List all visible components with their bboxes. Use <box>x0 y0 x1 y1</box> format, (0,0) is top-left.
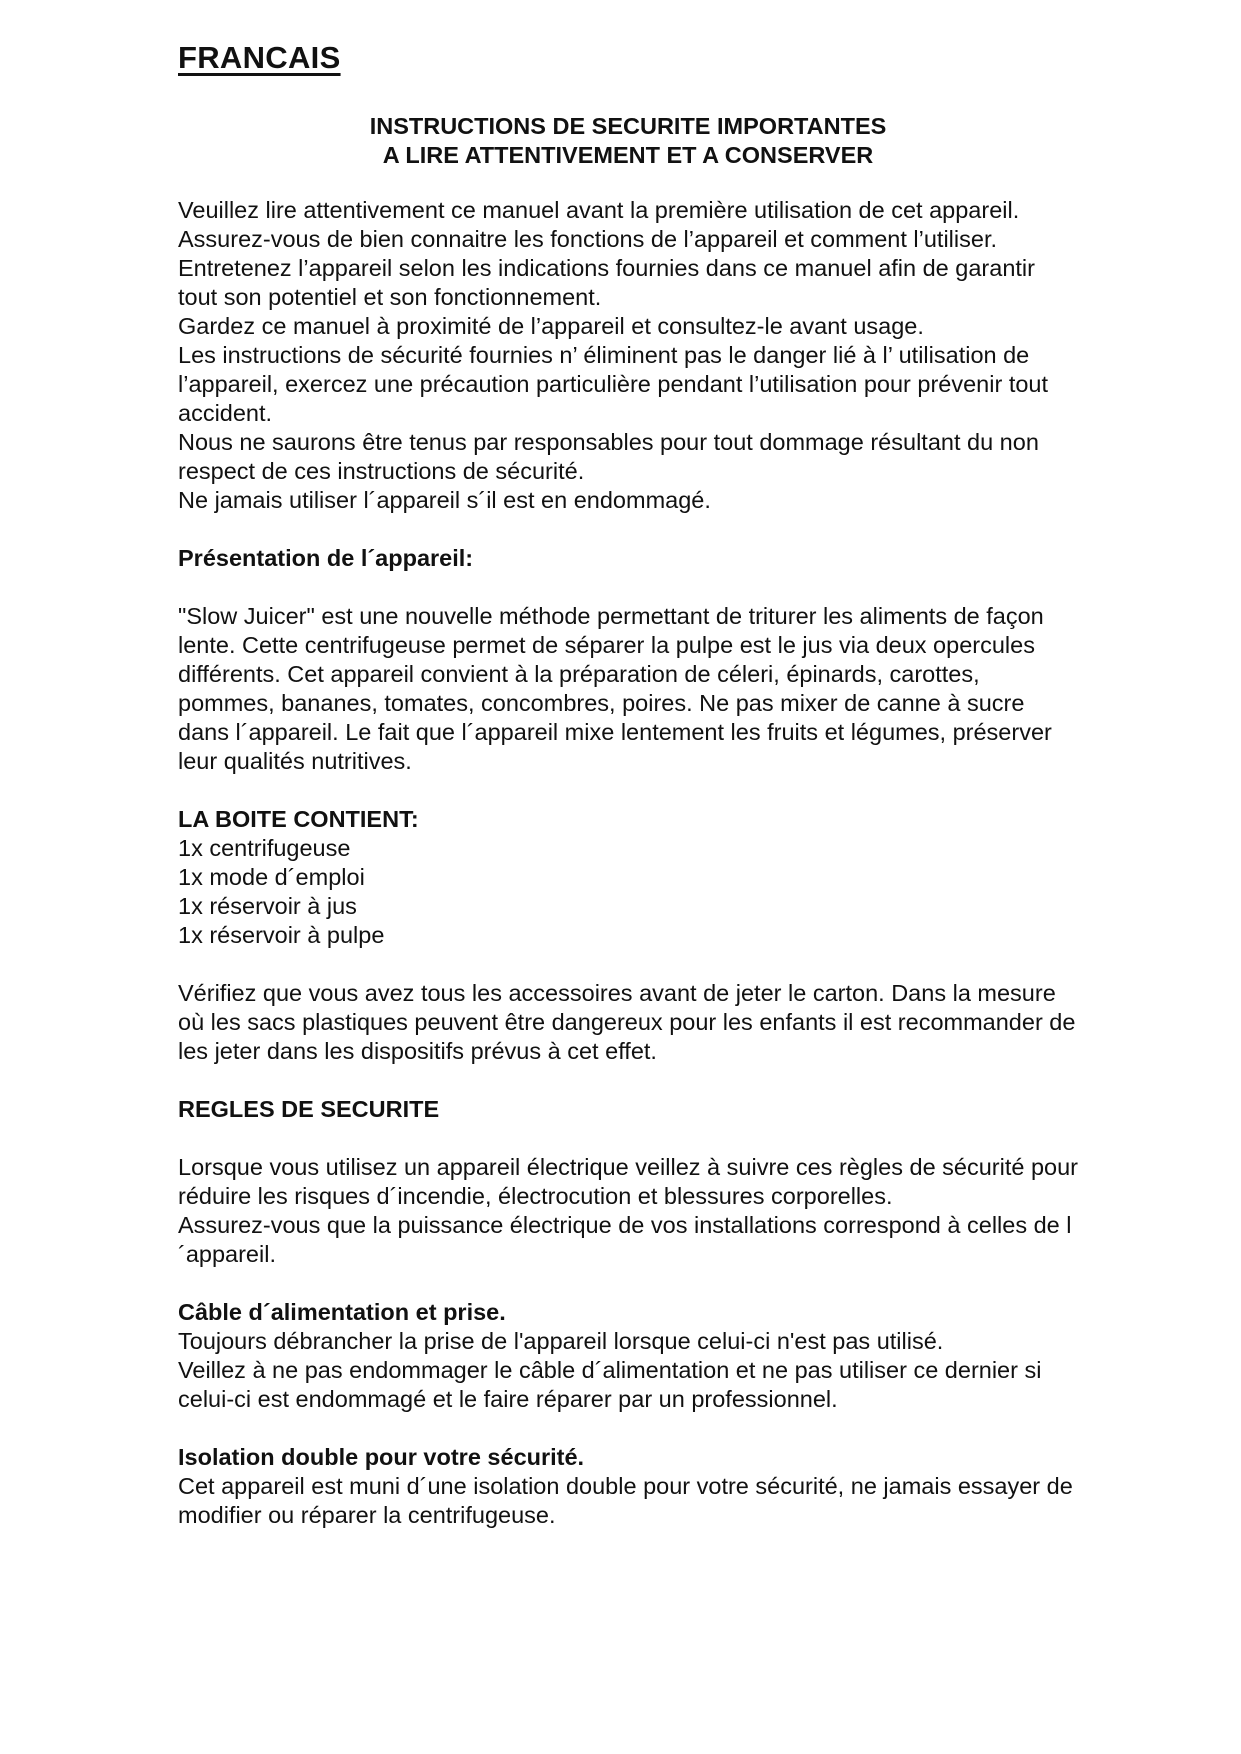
double-insulation-text: Cet appareil est muni d´une isolation double pour votre sécurité, ne jamais essayer de modifier ou réparer la centrifugeuse. <box>178 1473 1073 1528</box>
intro-paragraph: Entretenez l’appareil selon les indications fournies dans ce manuel afin de garantir tout son potentiel et son fonctionnement. <box>178 255 1035 310</box>
intro-section <box>178 196 1078 515</box>
power-cable-heading: Câble d´alimentation et prise. <box>178 1299 506 1325</box>
safety-rules-section <box>178 1153 1078 1269</box>
box-item: 1x réservoir à pulpe <box>178 922 385 948</box>
title-line-2: A LIRE ATTENTIVEMENT ET A CONSERVER <box>382 142 874 168</box>
presentation-text: "Slow Juicer" est une nouvelle méthode permettant de triturer les aliments de façon lente. Cette centrifugeuse permet de séparer la pulpe est le jus via deux opercules différents. Cet appareil convient à la préparation de céleri, épinards, carottes, pommes, bananes, tomates, concombres, poires. Ne pas mixer de canne à sucre dans l´appareil. Le fait que l´appareil mixe lentement les fruits et légumes, préserver leur qualités nutritives. <box>178 603 1052 774</box>
presentation-heading: Présentation de l´appareil: <box>178 545 474 571</box>
title-line-1: INSTRUCTIONS DE SECURITE IMPORTANTES <box>369 113 887 139</box>
double-insulation-section <box>178 1443 1078 1530</box>
safety-rules-heading: REGLES DE SECURITE <box>178 1096 440 1122</box>
power-cable-paragraph: Toujours débrancher la prise de l'appareil lorsque celui-ci n'est pas utilisé. <box>178 1328 944 1354</box>
box-contents-section <box>178 805 1078 950</box>
double-insulation-heading: Isolation double pour votre sécurité. <box>178 1444 585 1470</box>
safety-rules-paragraph: Assurez-vous que la puissance électrique de vos installations correspond à celles de l´appareil. <box>178 1212 1072 1267</box>
intro-paragraph: Assurez-vous de bien connaitre les fonctions de l’appareil et comment l’utiliser. <box>178 226 998 252</box>
box-contents-heading: LA BOITE CONTIENT: <box>178 806 419 832</box>
document-title <box>178 112 1078 170</box>
box-item: 1x centrifugeuse <box>178 835 351 861</box>
safety-rules-paragraph: Lorsque vous utilisez un appareil électrique veillez à suivre ces règles de sécurité pour réduire les risques d´incendie, électrocution et blessures corporelles. <box>178 1154 1079 1209</box>
language-heading: FRANCAIS <box>178 40 341 75</box>
intro-paragraph: Gardez ce manuel à proximité de l’appareil et consultez-le avant usage. <box>178 313 924 339</box>
intro-paragraph: Ne jamais utiliser l´appareil s´il est en endommagé. <box>178 487 711 513</box>
box-item: 1x mode d´emploi <box>178 864 365 890</box>
document-page <box>178 40 1078 1530</box>
box-note: Vérifiez que vous avez tous les accessoires avant de jeter le carton. Dans la mesure où les sacs plastiques peuvent être dangereux pour les enfants il est recommander de les jeter dans les dispositifs prévus à cet effet. <box>178 980 1076 1064</box>
intro-paragraph: Veuillez lire attentivement ce manuel avant la première utilisation de cet appareil. <box>178 197 1020 223</box>
intro-paragraph: Nous ne saurons être tenus par responsables pour tout dommage résultant du non respect de ces instructions de sécurité. <box>178 429 1039 484</box>
power-cable-section <box>178 1298 1078 1414</box>
power-cable-paragraph: Veillez à ne pas endommager le câble d´alimentation et ne pas utiliser ce dernier si celui-ci est endommagé et le faire réparer par un professionnel. <box>178 1357 1042 1412</box>
intro-paragraph: Les instructions de sécurité fournies n’ éliminent pas le danger lié à l’ utilisation de l’appareil, exercez une précaution particulière pendant l’utilisation pour prévenir tout accident. <box>178 342 1049 426</box>
box-item: 1x réservoir à jus <box>178 893 357 919</box>
